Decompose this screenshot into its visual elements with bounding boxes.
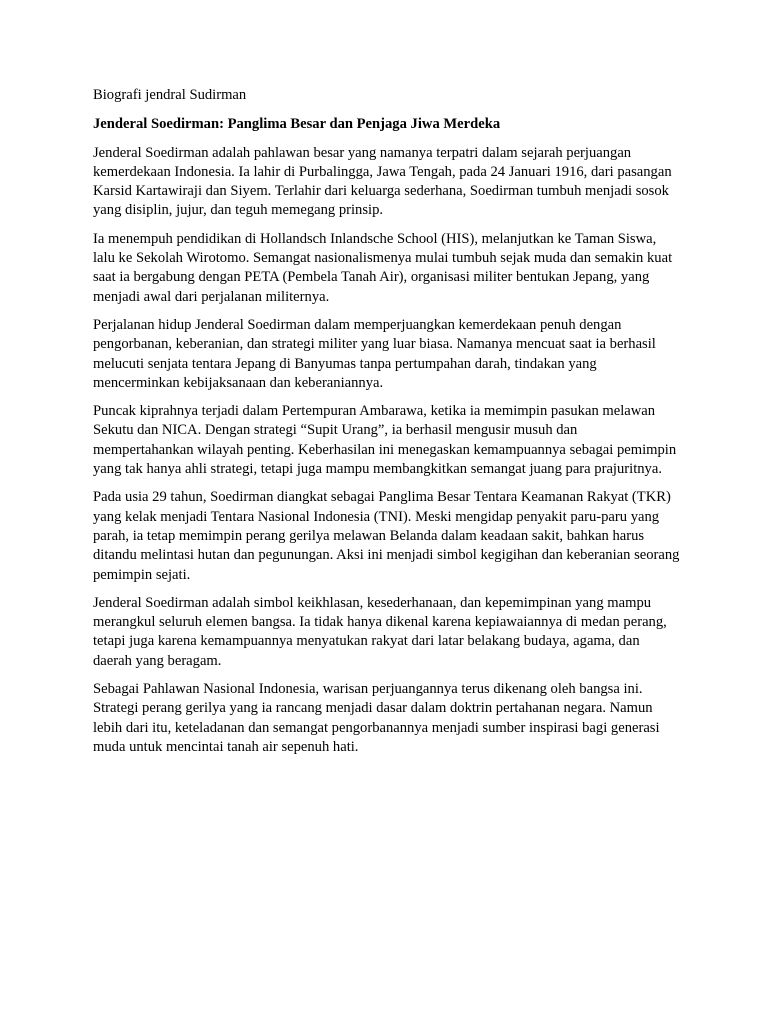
paragraph-2: Ia menempuh pendidikan di Hollandsch Inlandsche School (HIS), melanjutkan ke Taman Siswa, lalu ke Sekolah Wirotomo. Semangat nasionalismenya mulai tumbuh sejak muda dan semakin kuat saat ia bergabung dengan PETA (Pembela Tanah Air), organisasi militer bentukan Jepang, yang menjadi awal dari perjalanan militernya. <box>93 230 673 305</box>
document-heading: Biografi jendral Sudirman <box>93 87 247 103</box>
paragraph-1: Jenderal Soedirman adalah pahlawan besar yang namanya terpatri dalam sejarah perjuangan kemerdekaan Indonesia. Ia lahir di Purbalingga, Jawa Tengah, pada 24 Januari 1916, dari pasangan Karsid Kartawiraji dan Siyem. Terlahir dari keluarga sederhana, Soedirman tumbuh menjadi sosok yang disiplin, jujur, dan teguh memegang prinsip. <box>93 144 672 219</box>
document-title: Jenderal Soedirman: Panglima Besar dan Penjaga Jiwa Merdeka <box>93 116 501 133</box>
paragraph-6: Jenderal Soedirman adalah simbol keikhlasan, kesederhanaan, dan kepemimpinan yang mampu merangkul seluruh elemen bangsa. Ia tidak hanya dikenal karena kepiawaiannya di medan perang, tetapi juga karena kemampuannya menyatukan rakyat dari latar belakang budaya, agama, dan daerah yang beragam. <box>93 594 667 669</box>
paragraph-4: Puncak kiprahnya terjadi dalam Pertempuran Ambarawa, ketika ia memimpin pasukan melawan Sekutu dan NICA. Dengan strategi “Supit Urang”, ia berhasil mengusir musuh dan mempertahankan wilayah penting. Keberhasilan ini menegaskan kemampuannya sebagai pemimpin yang tak hanya ahli strategi, tetapi juga mampu membangkitkan semangat juang para prajuritnya. <box>93 403 677 478</box>
document-page <box>93 86 681 766</box>
paragraph-3: Perjalanan hidup Jenderal Soedirman dalam memperjuangkan kemerdekaan penuh dengan pengorbanan, keberanian, dan strategi militer yang luar biasa. Namanya mencuat saat ia berhasil melucuti senjata tentara Jepang di Banyumas tanpa pertumpahan darah, tindakan yang mencerminkan kebijaksanaan dan keberaniannya. <box>93 316 656 391</box>
paragraph-7: Sebagai Pahlawan Nasional Indonesia, warisan perjuangannya terus dikenang oleh bangsa ini. Strategi perang gerilya yang ia rancang menjadi dasar dalam doktrin pertahanan negara. Namun lebih dari itu, keteladanan dan semangat pengorbanannya menjadi sumber inspirasi bagi generasi muda untuk mencintai tanah air sepenuh hati. <box>93 681 660 755</box>
paragraph-5: Pada usia 29 tahun, Soedirman diangkat sebagai Panglima Besar Tentara Keamanan Rakyat (TKR) yang kelak menjadi Tentara Nasional Indonesia (TNI). Meski mengidap penyakit paru-paru yang parah, ia tetap memimpin perang gerilya melawan Belanda dalam keadaan sakit, bahkan harus ditandu melintasi hutan dan pegunungan. Aksi ini menjadi simbol kegigihan dan keberanian seorang pemimpin sejati. <box>93 489 680 583</box>
